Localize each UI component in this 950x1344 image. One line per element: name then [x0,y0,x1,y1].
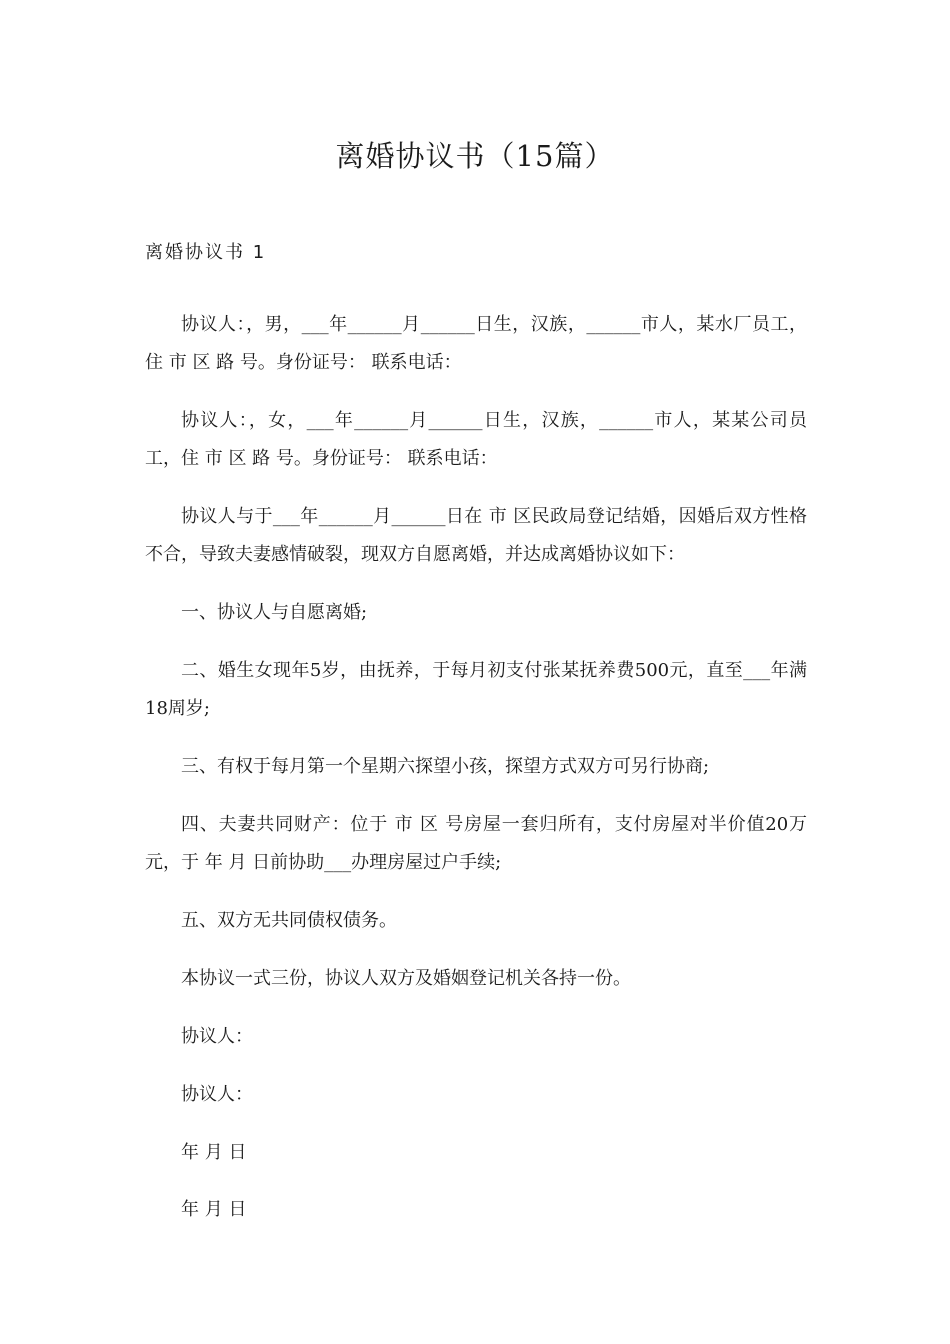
paragraph-clause-1: 一、协议人与自愿离婚; [181,602,368,623]
paragraph-marriage-background: 协议人与于___年______月______日在 市 区民政局登记结婚，因婚后双方性格不合，导致夫妻感情破裂，现双方自愿离婚，并达成离婚协议如下： [145,506,807,565]
paragraph-clause-5: 五、双方无共同债权债务。 [181,910,397,931]
paragraph-clause-3: 三、有权于每月第一个星期六探望小孩，探望方式双方可另行协商; [181,756,710,777]
paragraph-clause-2: 二、婚生女现年5岁，由抚养，于每月初支付张某抚养费500元，直至___年满18周岁; [145,660,807,719]
signature-party-1: 协议人： [181,1026,253,1047]
signature-date-1: 年 月 日 [181,1142,247,1163]
paragraph-clause-4: 四、夫妻共同财产：位于 市 区 号房屋一套归所有，支付房屋对半价值20万元，于 年 月 日前协助___办理房屋过户手续; [145,814,807,873]
document-title: 离婚协议书（15篇） [335,139,615,173]
paragraph-party-male: 协议人：，男，___年______月______日生，汉族，______市人，某水厂员工，住 市 区 路 号。身份证号： 联系电话： [145,314,807,373]
paragraph-copies: 本协议一式三份，协议人双方及婚姻登记机关各持一份。 [181,968,631,989]
section-heading: 离婚协议书 1 [145,242,267,263]
signature-date-2: 年 月 日 [181,1199,247,1220]
signature-party-2: 协议人： [181,1084,253,1105]
paragraph-party-female: 协议人：，女，___年______月______日生，汉族，______市人，某某公司员工，住 市 区 路 号。身份证号： 联系电话： [145,410,807,469]
